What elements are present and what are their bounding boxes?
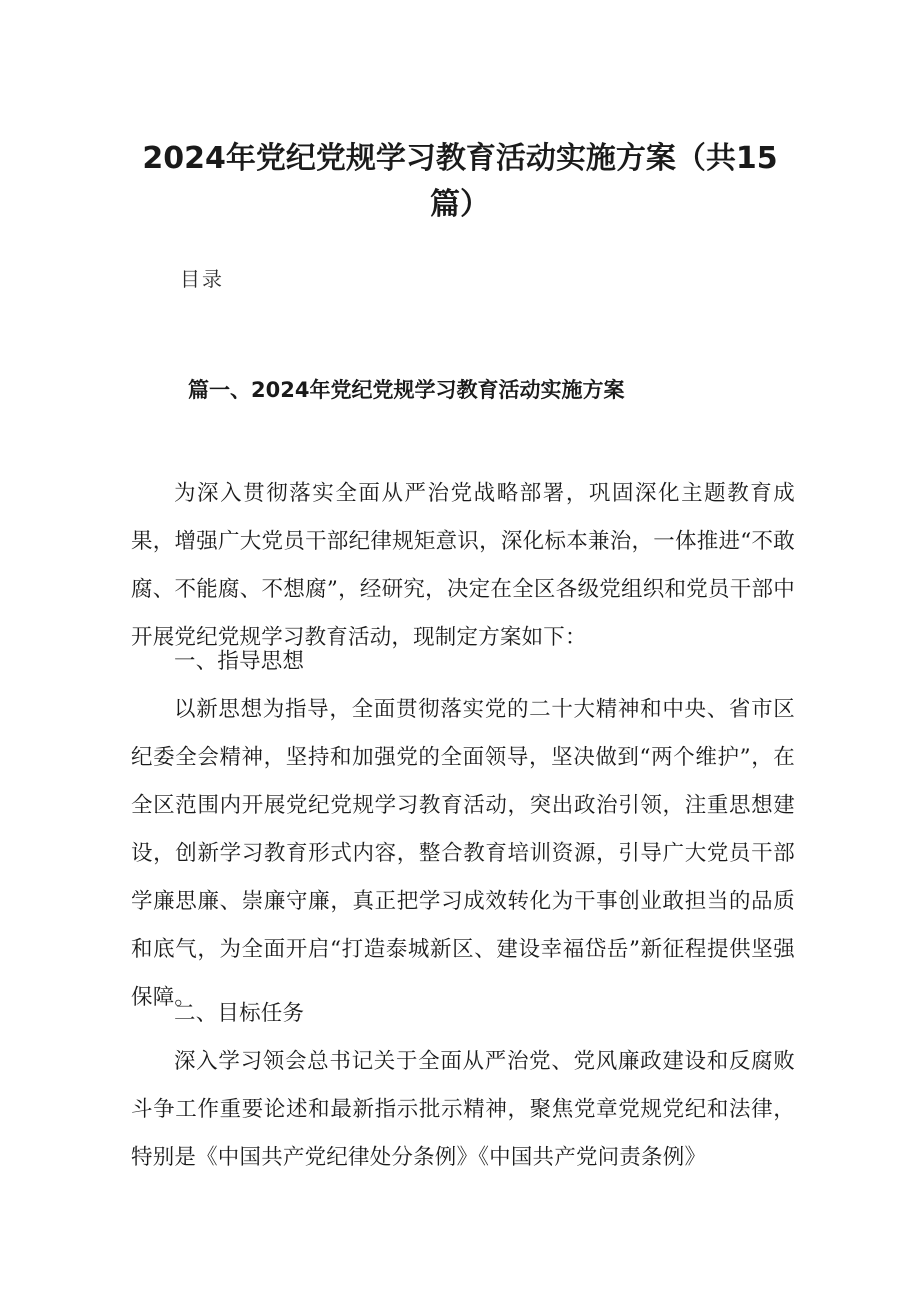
intro-section [131, 470, 795, 662]
toc-label: 目录 [180, 267, 224, 291]
section-paragraph: 以新思想为指导，全面贯彻落实党的二十大精神和中央、省市区纪委全会精神，坚持和加强党的全面领导，坚决做到“两个维护”，在全区范围内开展党纪党规学习教育活动，突出政治引领，注重思想建设，创新学习教育形式内容，整合教育培训资源，引导广大党员干部学廉思廉、崇廉守廉，真正把学习成效转化为干事创业敢担当的品质和底气，为全面开启“打造泰城新区、建设幸福岱岳”新征程提供坚强保障。 [131, 697, 795, 1010]
section-paragraph: 深入学习领会总书记关于全面从严治党、党风廉政建设和反腐败斗争工作重要论述和最新指示批示精神，聚焦党章党规党纪和法律，特别是《中国共产党纪律处分条例》《中国共产党问责条例》 [131, 1049, 795, 1170]
section-heading: 二、目标任务 [174, 1001, 305, 1026]
document-title: 2024年党纪党规学习教育活动实施方案（共15篇） [142, 141, 778, 222]
section-1-body [131, 686, 795, 1022]
section-heading: 一、指导思想 [174, 649, 305, 674]
section-1-heading-wrap [131, 638, 795, 686]
section-2-heading-wrap [131, 990, 795, 1038]
section-2-body [131, 1038, 795, 1182]
intro-paragraph: 为深入贯彻落实全面从严治党战略部署，巩固深化主题教育成果，增强广大党员干部纪律规矩意识，深化标本兼治，一体推进“不敢腐、不能腐、不想腐”，经研究，决定在全区各级党组织和党员干部中开展党纪党规学习教育活动，现制定方案如下： [131, 481, 795, 650]
chapter-title: 篇一、2024年党纪党规学习教育活动实施方案 [188, 378, 625, 402]
